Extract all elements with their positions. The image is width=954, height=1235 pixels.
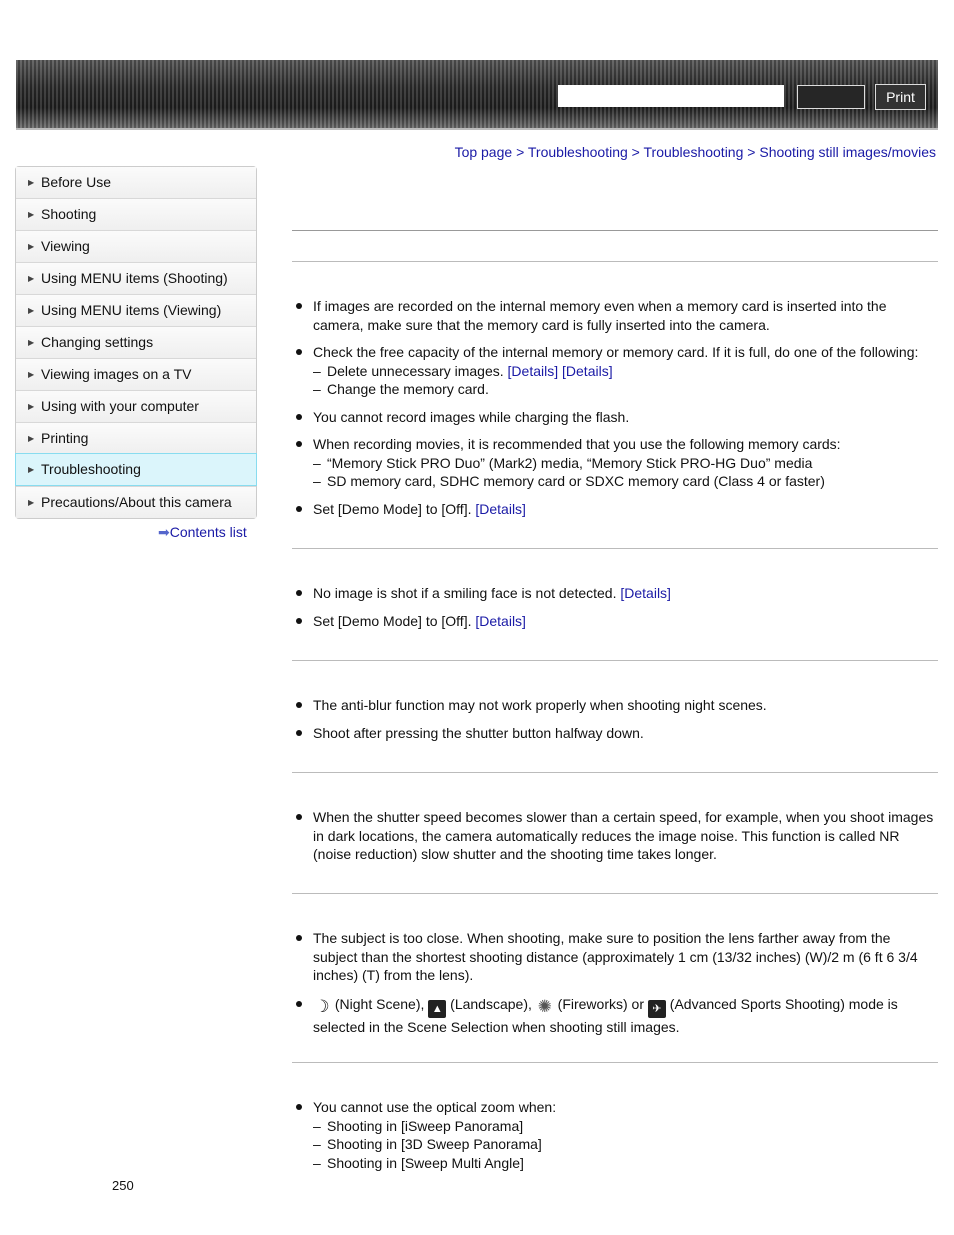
sidebar-item-label: Changing settings: [41, 334, 154, 350]
list-item-text: The subject is too close. When shooting, make sure to position the lens farther away from the subject than the shortest shooting distance (approximately 1 cm (13/32 inches) (W)/2 m (6 ft 6 3/4 inches) (T) from the lens).: [313, 930, 918, 983]
list-item-text: When recording movies, it is recommended that you use the following memory cards:: [313, 436, 841, 452]
sidebar-item-label: Viewing: [41, 238, 90, 254]
bullet-dot: [296, 441, 302, 447]
sidebar-item-changing-settings[interactable]: [16, 326, 256, 358]
night-scene-icon: ☽: [314, 997, 330, 1016]
bullet-dot: [296, 303, 302, 309]
bullet-dot: [296, 506, 302, 512]
sub-item-text: Shooting in [iSweep Panorama]: [327, 1117, 524, 1134]
list-item-text: Shoot after pressing the shutter button halfway down.: [313, 725, 644, 741]
divider: [292, 772, 938, 773]
dash-mark: –: [313, 1154, 321, 1171]
sub-item: [313, 1135, 938, 1154]
bullet-dot: [296, 414, 302, 420]
list-item: [296, 408, 938, 427]
divider: [292, 230, 938, 231]
list-item-text: If images are recorded on the internal memory even when a memory card is inserted into the camera, make sure that the memory card is fully inserted into the camera.: [313, 298, 887, 333]
sidebar-item-label: Troubleshooting: [41, 461, 141, 477]
sidebar-item-before-use[interactable]: [16, 167, 256, 198]
contents-list-link[interactable]: [158, 524, 247, 541]
sub-item: [313, 472, 938, 491]
list-item-text: (Advanced Sports Shooting) mode is selected in the Scene Selection when shooting still images.: [313, 996, 898, 1035]
triangle-right-icon: ▶: [28, 434, 35, 443]
bullet-dot: [296, 702, 302, 708]
sub-item: [313, 380, 938, 399]
sub-item-text: Change the memory card.: [327, 381, 489, 397]
dash-mark: –: [313, 362, 321, 379]
sub-item-text: Shooting in [3D Sweep Panorama]: [327, 1136, 542, 1152]
sidebar-nav: [15, 166, 257, 519]
list-item-text: (Landscape),: [450, 996, 532, 1012]
sub-item-text: Shooting in [Sweep Multi Angle]: [327, 1154, 524, 1171]
dash-mark: –: [313, 381, 321, 397]
breadcrumb-top-page[interactable]: Top page: [454, 144, 513, 160]
divider: [292, 660, 938, 661]
sidebar-item-viewing[interactable]: [16, 230, 256, 262]
list-item-text: No image is shot if a smiling face is not detected.: [313, 585, 617, 601]
list-item: [296, 808, 938, 864]
sub-item-text: SD memory card, SDHC memory card or SDXC memory card (Class 4 or faster): [327, 473, 825, 489]
bullet-dot: [296, 1104, 302, 1110]
sub-item-text: “Memory Stick PRO Duo” (Mark2) media, “Memory Stick PRO-HG Duo” media: [327, 454, 813, 471]
sidebar-item-printing[interactable]: [16, 422, 256, 454]
advanced-sports-icon: ✈: [648, 1000, 666, 1018]
sidebar-item-precautions[interactable]: [16, 486, 256, 518]
breadcrumb-troubleshooting-1[interactable]: Troubleshooting: [527, 144, 628, 160]
header-banner: [16, 60, 938, 130]
triangle-right-icon: ▶: [28, 178, 35, 187]
search-input[interactable]: [558, 85, 784, 107]
search-button[interactable]: [797, 85, 865, 109]
divider: [292, 1062, 938, 1063]
sidebar-item-label: Using MENU items (Shooting): [41, 270, 228, 286]
dash-mark: –: [313, 473, 321, 489]
arrow-right-icon: ➡: [158, 524, 170, 540]
sub-item: [313, 1154, 938, 1173]
triangle-right-icon: ▶: [28, 210, 35, 219]
breadcrumb-separator: >: [631, 144, 640, 160]
sidebar-item-menu-shooting[interactable]: [16, 262, 256, 294]
bullet-dot: [296, 349, 302, 355]
sub-item: [313, 362, 938, 381]
list-item: [296, 500, 938, 519]
page-number: 250: [112, 1178, 134, 1193]
sidebar-item-label: Using with your computer: [41, 398, 199, 414]
bullet-dot: [296, 730, 302, 736]
details-link[interactable]: [Details]: [475, 613, 526, 629]
list-item: [296, 343, 938, 399]
triangle-right-icon: ▶: [28, 498, 35, 507]
list-item-text: Check the free capacity of the internal memory or memory card. If it is full, do one of the following:: [313, 344, 919, 360]
triangle-right-icon: ▶: [28, 242, 35, 251]
list-item-text: You cannot use the optical zoom when:: [313, 1099, 557, 1115]
dash-mark: –: [313, 1117, 321, 1134]
sub-item: [313, 454, 938, 473]
breadcrumb-troubleshooting-2[interactable]: Troubleshooting: [643, 144, 744, 160]
list-item-text: You cannot record images while charging the flash.: [313, 409, 630, 425]
sidebar-item-computer[interactable]: [16, 390, 256, 422]
list-item-text: Set [Demo Mode] to [Off].: [313, 501, 472, 517]
list-item: [296, 1098, 938, 1172]
bullet-dot: [296, 1001, 302, 1007]
sidebar-item-menu-viewing[interactable]: [16, 294, 256, 326]
sidebar-item-label: Viewing images on a TV: [41, 366, 192, 382]
sidebar-item-shooting[interactable]: [16, 198, 256, 230]
sidebar-item-label: Precautions/About this camera: [41, 494, 232, 510]
divider: [292, 893, 938, 894]
divider: [292, 548, 938, 549]
contents-list-label: Contents list: [169, 524, 247, 540]
list-item: [296, 995, 938, 1037]
sidebar-item-label: Before Use: [41, 174, 112, 190]
triangle-right-icon: ▶: [28, 338, 35, 347]
details-link[interactable]: [Details]: [475, 501, 526, 517]
sidebar-item-viewing-tv[interactable]: [16, 358, 256, 390]
breadcrumb: [455, 144, 936, 160]
breadcrumb-separator: >: [747, 144, 756, 160]
bullet-dot: [296, 590, 302, 596]
bullet-dot: [296, 935, 302, 941]
details-link[interactable]: [Details]: [620, 585, 671, 601]
triangle-right-icon: ▶: [28, 274, 35, 283]
details-link[interactable]: [Details]: [507, 362, 559, 379]
divider: [292, 261, 938, 262]
list-item: [296, 612, 938, 631]
bullet-dot: [296, 618, 302, 624]
triangle-right-icon: ▶: [28, 402, 35, 411]
list-item-text: When the shutter speed becomes slower than a certain speed, for example, when you shoot images in dark locations, the camera automatically reduces the image noise. This function is called NR (noise reduction) slow shutter and the shooting time takes longer.: [313, 809, 934, 862]
list-item: [296, 696, 938, 715]
sidebar-item-label: Using MENU items (Viewing): [41, 302, 222, 318]
sidebar-item-label: Shooting: [41, 206, 97, 222]
breadcrumb-shooting[interactable]: Shooting still images/movies: [759, 144, 936, 160]
landscape-icon: ▲: [428, 1000, 446, 1018]
sub-item-text: Delete unnecessary images.: [327, 362, 504, 379]
dash-mark: –: [313, 454, 321, 471]
print-button[interactable]: Print: [875, 84, 926, 110]
details-link[interactable]: [Details]: [562, 362, 613, 379]
fireworks-icon: ✺: [537, 997, 552, 1016]
list-item-text: (Fireworks) or: [557, 996, 644, 1012]
triangle-right-icon: ▶: [28, 465, 35, 474]
list-item: [296, 929, 938, 985]
breadcrumb-separator: >: [516, 144, 525, 160]
triangle-right-icon: ▶: [28, 370, 35, 379]
list-item-text: (Night Scene),: [334, 996, 425, 1012]
list-item: [296, 724, 938, 743]
triangle-right-icon: ▶: [28, 306, 35, 315]
list-item: [296, 584, 938, 603]
sub-item: [313, 1117, 938, 1136]
list-item-text: The anti-blur function may not work properly when shooting night scenes.: [313, 697, 767, 713]
sidebar-item-troubleshooting[interactable]: [15, 453, 257, 486]
sidebar-item-label: Printing: [41, 430, 89, 446]
list-item: [296, 435, 938, 491]
dash-mark: –: [313, 1136, 321, 1152]
list-item: [296, 297, 938, 334]
list-item-text: Set [Demo Mode] to [Off].: [313, 613, 472, 629]
bullet-dot: [296, 814, 302, 820]
